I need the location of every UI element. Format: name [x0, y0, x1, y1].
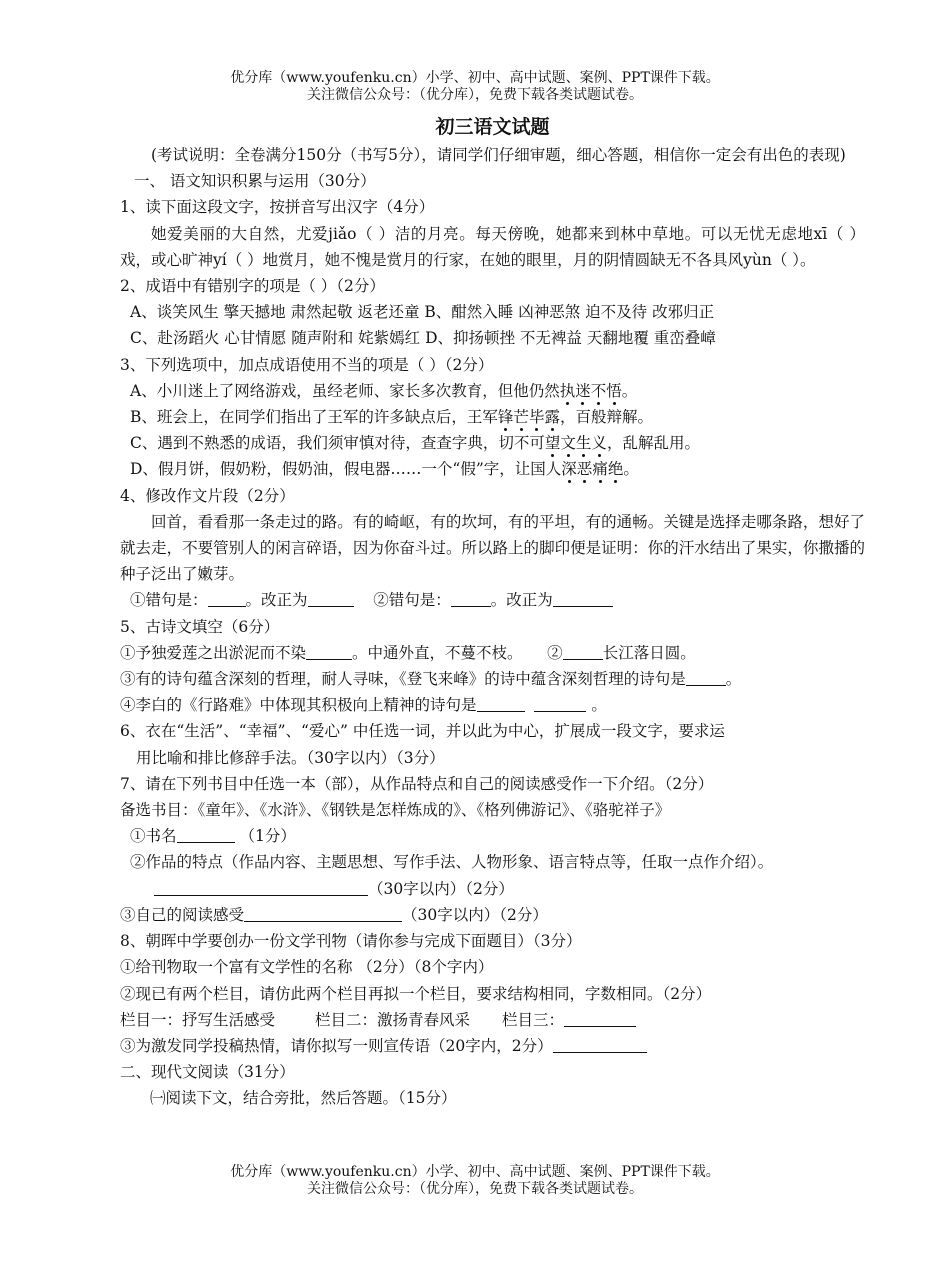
q8-answer-2: ②现已有两个栏目，请仿此两个栏目再拟一个栏目，要求结构相同，字数相同。（2分）	[120, 984, 712, 1003]
answer-blank[interactable]	[553, 590, 613, 607]
q4-stem: 4、修改作文片段（2分）	[120, 486, 295, 505]
dotted-char: 绝	[607, 460, 624, 479]
q3-a-text: A、小川迷上了网络游戏，虽经老师、家长多次教育，但他仍然	[130, 381, 560, 400]
dotted-char: 恶	[576, 460, 593, 479]
q7-text: （30字以内）（2分）	[368, 879, 514, 898]
q3-a-tail: 。	[621, 381, 638, 400]
dotted-char: 不	[590, 381, 607, 400]
q7-answer-3	[120, 902, 865, 928]
footer-line-2: 关注微信公众号：（优分库），免费下载各类试题试卷。	[307, 1181, 643, 1197]
q4-label-4: 。改正为	[490, 591, 553, 610]
answer-blank[interactable]	[477, 695, 525, 712]
q3-c-tail: ，乱解乱用。	[606, 434, 700, 453]
dotted-char: 芒	[513, 408, 529, 427]
answer-blank[interactable]	[208, 590, 246, 607]
answer-blank[interactable]	[686, 669, 726, 686]
q4-label-2: 。改正为	[245, 591, 308, 610]
q4-label-1: ①错句是：	[130, 591, 208, 610]
q4-passage: 回首，看看那一条走过的路。有的崎岖，有的坎坷，有的平坦，有的通畅。关键是选择走哪条路，想好了就去走，不要管别人的闲言碎语，因为你奋斗过。所以路上的脚印便是证明：你的汗水结出了果实，你撒播的种子泛出了嫩芽。	[120, 512, 865, 584]
q3-d-tail: 。	[623, 460, 639, 479]
page-title: 初三语文试题	[435, 116, 550, 138]
q1-passage: 她爱美丽的大自然，尤爱jiǎo（ ）洁的月亮。每天傍晚，她都来到林中草地。可以无忧无虑地xī（ ）戏，或心旷神yí（ ）地赏月，她不愧是赏月的行家，在她的眼里，月的阴情圆缺无不各具风yùn（ ）。	[120, 224, 865, 269]
dotted-char: 望	[544, 434, 561, 453]
q5-text: 。	[725, 670, 742, 689]
q5-line-1	[120, 640, 865, 666]
q8-text: ③为激发同学投稿热情，请你拟写一则宣传语（20字内，2分）	[120, 1036, 553, 1055]
q3-d-text: D、假月饼，假奶粉，假奶油，假电器……一个“假”字，让国人	[130, 460, 562, 479]
dotted-char: 痛	[592, 460, 608, 479]
q3-option-d	[120, 456, 865, 482]
q1-stem: 1、读下面这段文字，按拼音写出汉字（4分）	[120, 198, 435, 217]
q7-text: ③自己的阅读感受	[120, 905, 245, 924]
answer-blank[interactable]	[553, 1036, 647, 1053]
q3-c-text: C、遇到不熟悉的成语，我们须审慎对待，查查字典，切不可	[130, 434, 545, 453]
q7-answer-2: ②作品的特点（作品内容、主题思想、写作手法、人物形象、语言特点等，任取一点作介绍）。	[130, 853, 774, 872]
dotted-char: 生	[575, 434, 592, 453]
dotted-char: 迷	[575, 381, 591, 400]
q7-stem: 7、请在下列书目中任选一本（部），从作品特点和自己的阅读感受作一下介绍。（2分）	[120, 774, 714, 793]
q7-answer-1	[120, 823, 865, 849]
q8-answer-1: ①给刊物取一个富有文学性的名称 （2分）（8个字内）	[120, 958, 494, 977]
answer-blank[interactable]	[154, 879, 368, 896]
page-footer	[0, 1164, 950, 1198]
q8-answer-3	[120, 1033, 865, 1059]
q2-options-cd: C、赴汤蹈火 心甘情愿 随声附和 姹紫嫣红 D、抑扬顿挫 不无裨益 天翻地覆 重峦叠嶂	[130, 329, 716, 348]
answer-blank[interactable]	[451, 590, 491, 607]
q5-stem: 5、古诗文填空（6分）	[120, 617, 280, 636]
q8-column-2: 栏目二：激扬青春风采	[315, 1010, 471, 1029]
q4-label-3: ②错句是：	[373, 591, 451, 610]
q7-text: （30字以内）（2分）	[402, 905, 548, 924]
dotted-char: 锋	[497, 408, 514, 427]
q3-b-tail: ，百般辩解。	[559, 408, 653, 427]
q7-text: （1分）	[239, 827, 296, 846]
footer-line-1: 优分库（www.youfenku.cn）小学、初中、高中试题、案例、PPT课件下载。	[230, 1164, 720, 1180]
q3-option-c	[120, 430, 865, 456]
dotted-char: 执	[559, 381, 576, 400]
q5-text: 。中通外直，不蔓不枝。	[352, 643, 523, 662]
section-1-heading: 一、 语文知识积累与运用（30分）	[134, 172, 376, 191]
section-2-heading: 二、现代文阅读（31分）	[120, 1063, 295, 1082]
q3-stem: 3、下列选项中，加点成语使用不当的项是（ ）（2分）	[120, 355, 494, 374]
answer-blank[interactable]	[177, 826, 235, 843]
q3-b-text: B、班会上，在同学们指出了王军的许多缺点后，王军	[130, 408, 498, 427]
q8-column-1: 栏目一：抒写生活感受	[120, 1010, 276, 1029]
answer-blank[interactable]	[308, 590, 354, 607]
exam-note: (考试说明：全卷满分150分（书写5分），请同学们仔细审题，细心答题，相信你一定会有出色的表现)	[151, 146, 846, 164]
q7-answer-2-line	[120, 876, 865, 902]
q5-text: ④李白的《行路难》中体现其积极向上精神的诗句是	[120, 696, 477, 715]
q6-line-2: 用比喻和排比修辞手法。（30字以内）（3分）	[136, 748, 445, 767]
q6-line-1: 6、衣在“生活”、“幸福”、“爱心” 中任选一词，并以此为中心，扩展成一段文字，要求运	[120, 722, 725, 741]
q5-line-3	[120, 692, 865, 718]
q3-option-b	[120, 404, 865, 430]
answer-blank[interactable]	[563, 643, 603, 660]
q8-column-3: 栏目三：	[502, 1010, 565, 1029]
q8-columns	[120, 1007, 865, 1033]
q3-option-a	[120, 378, 865, 404]
q7-text: ①书名	[130, 827, 177, 846]
q5-line-2	[120, 666, 865, 692]
answer-blank[interactable]	[564, 1010, 636, 1027]
dotted-char: 毕	[528, 408, 545, 427]
q5-text: 。	[591, 696, 607, 715]
q5-text: 长江落日圆。	[602, 643, 696, 662]
section-2-part-1: ㈠阅读下文，结合旁批，然后答题。（15分）	[150, 1089, 457, 1108]
answer-blank[interactable]	[534, 695, 586, 712]
header-line-2: 关注微信公众号：（优分库），免费下载各类试题试卷。	[307, 87, 643, 103]
answer-blank[interactable]	[306, 643, 352, 660]
dotted-char: 深	[561, 460, 577, 479]
q2-stem: 2、成语中有错别字的项是（ ）（2分）	[120, 277, 385, 296]
dotted-char: 露	[544, 408, 560, 427]
header-line-1: 优分库（www.youfenku.cn）小学、初中、高中试题、案例、PPT课件下载。	[230, 70, 720, 86]
q5-text: ③有的诗句蕴含深刻的哲理，耐人寻味，《登飞来峰》的诗中蕴含深刻哲理的诗句是	[120, 670, 686, 689]
q5-text: ①予独爱莲之出淤泥而不染	[120, 643, 307, 662]
answer-blank[interactable]	[244, 905, 402, 922]
exam-content	[120, 114, 865, 1112]
q5-text: ②	[547, 643, 563, 662]
dotted-char: 悟	[606, 381, 622, 400]
q8-stem: 8、朝晖中学要创办一份文学刊物（请你参与完成下面题目）（3分）	[120, 932, 582, 951]
q4-answer-line	[120, 587, 865, 613]
q7-books: 备选书目：《童年》、《水浒》、《钢铁是怎样炼成的》、《格列佛游记》、《骆驼祥子》	[120, 801, 671, 820]
dotted-char: 文	[560, 434, 576, 453]
page-header	[0, 70, 950, 104]
dotted-char: 义	[591, 434, 607, 453]
q2-options-ab: A、谈笑风生 擎天撼地 肃然起敬 返老还童 B、酣然入睡 凶神恶煞 迫不及待 改邪归正	[130, 303, 715, 322]
